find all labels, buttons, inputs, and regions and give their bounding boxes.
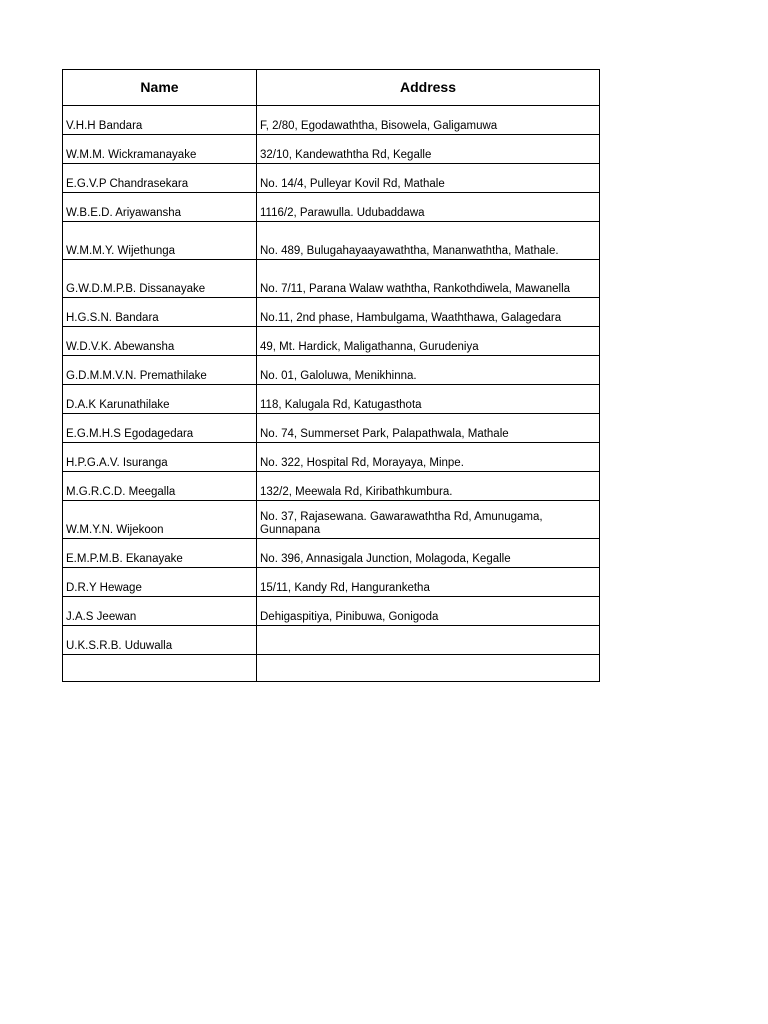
address-cell: 118, Kalugala Rd, Katugasthota: [257, 385, 600, 414]
address-cell: No. 14/4, Pulleyar Kovil Rd, Mathale: [257, 164, 600, 193]
table-header-row: [63, 70, 600, 106]
address-cell: F, 2/80, Egodawaththa, Bisowela, Galigamuwa: [257, 106, 600, 135]
address-column-header: Address: [257, 70, 600, 106]
table-row: [63, 327, 600, 356]
name-column-header: Name: [63, 70, 257, 106]
table-row: [63, 222, 600, 260]
name-cell: G.D.M.M.V.N. Premathilake: [63, 356, 257, 385]
table-row: [63, 356, 600, 385]
address-cell: No.11, 2nd phase, Hambulgama, Waaththawa, Galagedara: [257, 298, 600, 327]
name-cell: H.G.S.N. Bandara: [63, 298, 257, 327]
table-row: [63, 164, 600, 193]
address-table: [62, 69, 600, 682]
name-cell: E.G.V.P Chandrasekara: [63, 164, 257, 193]
address-cell: No. 01, Galoluwa, Menikhinna.: [257, 356, 600, 385]
address-cell: No. 37, Rajasewana. Gawarawaththa Rd, Amunugama, Gunnapana: [257, 501, 600, 539]
address-cell: [257, 626, 600, 655]
table-row: [63, 106, 600, 135]
name-cell: E.M.P.M.B. Ekanayake: [63, 539, 257, 568]
table-row: [63, 568, 600, 597]
table-row: [63, 539, 600, 568]
name-cell: U.K.S.R.B. Uduwalla: [63, 626, 257, 655]
table-row: [63, 472, 600, 501]
address-cell: No. 489, Bulugahayaayawaththa, Mananwaththa, Mathale.: [257, 222, 600, 260]
table-row: [63, 501, 600, 539]
address-cell: No. 322, Hospital Rd, Morayaya, Minpe.: [257, 443, 600, 472]
name-cell: J.A.S Jeewan: [63, 597, 257, 626]
name-cell: H.P.G.A.V. Isuranga: [63, 443, 257, 472]
name-cell: G.W.D.M.P.B. Dissanayake: [63, 260, 257, 298]
name-cell: E.G.M.H.S Egodagedara: [63, 414, 257, 443]
table-row: [63, 597, 600, 626]
address-cell: [257, 655, 600, 682]
table-row: [63, 385, 600, 414]
name-cell: W.M.Y.N. Wijekoon: [63, 501, 257, 539]
name-cell: [63, 655, 257, 682]
address-cell: No. 7/11, Parana Walaw waththa, Rankothdiwela, Mawanella: [257, 260, 600, 298]
address-cell: No. 74, Summerset Park, Palapathwala, Mathale: [257, 414, 600, 443]
name-cell: W.M.M. Wickramanayake: [63, 135, 257, 164]
table-row: [63, 414, 600, 443]
address-cell: 49, Mt. Hardick, Maligathanna, Gurudeniya: [257, 327, 600, 356]
name-cell: M.G.R.C.D. Meegalla: [63, 472, 257, 501]
table-row: [63, 443, 600, 472]
table-row: [63, 626, 600, 655]
table-row: [63, 655, 600, 682]
address-cell: 32/10, Kandewaththa Rd, Kegalle: [257, 135, 600, 164]
name-cell: W.M.M.Y. Wijethunga: [63, 222, 257, 260]
name-cell: D.A.K Karunathilake: [63, 385, 257, 414]
address-cell: 1116/2, Parawulla. Udubaddawa: [257, 193, 600, 222]
table-row: [63, 260, 600, 298]
name-cell: W.D.V.K. Abewansha: [63, 327, 257, 356]
table-row: [63, 298, 600, 327]
name-cell: W.B.E.D. Ariyawansha: [63, 193, 257, 222]
table-row: [63, 135, 600, 164]
address-cell: 15/11, Kandy Rd, Hanguranketha: [257, 568, 600, 597]
address-cell: Dehigaspitiya, Pinibuwa, Gonigoda: [257, 597, 600, 626]
table-row: [63, 193, 600, 222]
address-cell: No. 396, Annasigala Junction, Molagoda, Kegalle: [257, 539, 600, 568]
address-cell: 132/2, Meewala Rd, Kiribathkumbura.: [257, 472, 600, 501]
name-cell: V.H.H Bandara: [63, 106, 257, 135]
name-cell: D.R.Y Hewage: [63, 568, 257, 597]
